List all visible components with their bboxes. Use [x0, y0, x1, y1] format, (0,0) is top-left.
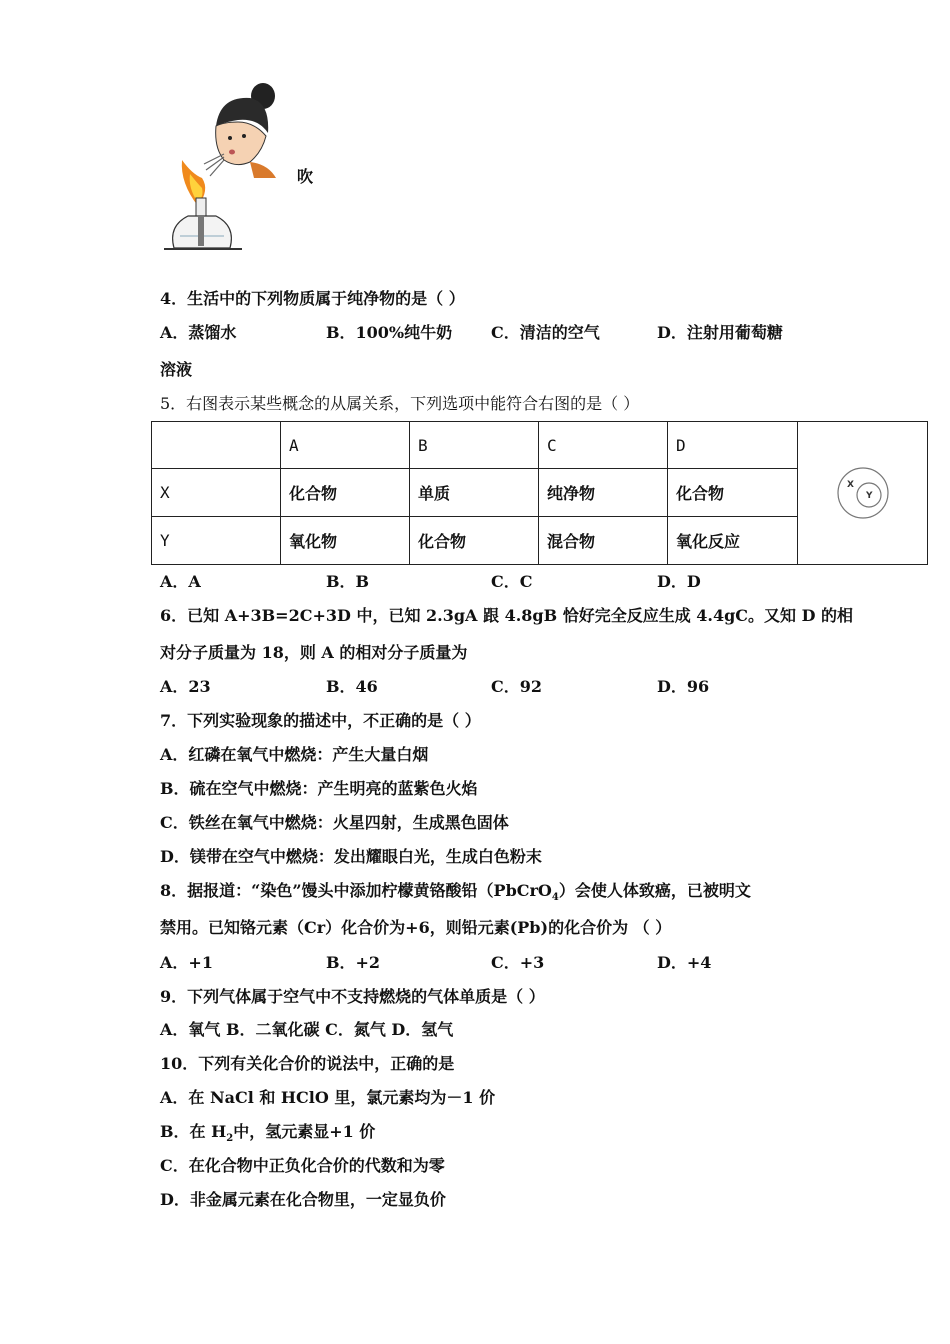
concept-table: [151, 421, 928, 565]
table-cell-y-b: 化合物: [410, 517, 539, 565]
table-header-d: D: [668, 422, 798, 469]
q9-stem: 9．下列气体属于空气中不支持燃烧的气体单质是（ ）: [160, 987, 545, 1006]
table-header-b: B: [410, 422, 539, 469]
q8-stem-line1: [160, 878, 751, 903]
q8-line1-part1: 8．据报道：“染色”馒头中添加柠檬黄铬酸铅（PbCrO: [160, 881, 552, 900]
table-cell-y-c: 混合物: [539, 517, 668, 565]
blowing-lamp-illustration: [158, 78, 283, 253]
q5-option-b: B．B: [326, 572, 370, 591]
q4-option-b: B．100%纯牛奶: [326, 323, 453, 342]
diagram-label-y: Y: [865, 491, 873, 501]
table-cell-x-b: 单质: [410, 469, 539, 517]
q9-options: A．氧气 B．二氧化碳 C．氮气 D．氢气: [160, 1020, 454, 1039]
table-row-y-label: Y: [152, 517, 281, 565]
diagram-label-x: X: [846, 480, 854, 490]
q7-option-b: B．硫在空气中燃烧：产生明亮的蓝紫色火焰: [160, 779, 478, 798]
q7-option-a: A．红磷在氧气中燃烧：产生大量白烟: [160, 745, 429, 764]
table-cell-y-a: 氧化物: [281, 517, 410, 565]
q10-option-d: D．非金属元素在化合物里，一定显负价: [160, 1190, 446, 1209]
q6-option-b: B．46: [326, 677, 378, 696]
q6-stem-line2: 对分子质量为 18，则 A 的相对分子质量为: [160, 643, 468, 662]
q5-option-a: A．A: [160, 572, 201, 591]
q8-option-c: C．+3: [491, 953, 545, 972]
q6-stem-line1: 6．已知 A+3B=2C+3D 中，已知 2.3gA 跟 4.8gB 恰好完全反应生成 4.4gC。又知 D 的相: [160, 606, 854, 625]
q7-option-d: D．镁带在空气中燃烧：发出耀眼白光，生成白色粉末: [160, 847, 542, 866]
q10-stem: 10．下列有关化合价的说法中，正确的是: [160, 1054, 455, 1073]
q5-option-d: D．D: [657, 572, 701, 591]
table-header-empty: [152, 422, 281, 469]
q6-option-c: C．92: [491, 677, 543, 696]
table-header-c: C: [539, 422, 668, 469]
table-header-a: A: [281, 422, 410, 469]
q10-option-b: [160, 1119, 375, 1144]
nested-circle-diagram: [833, 463, 893, 523]
table-row-x-label: X: [152, 469, 281, 517]
q10-optb-subscript: 2: [226, 1133, 234, 1145]
q8-option-d: D．+4: [657, 953, 712, 972]
q10-optb-part1: B．在 H: [160, 1122, 227, 1141]
q6-option-a: A．23: [160, 677, 211, 696]
q8-option-b: B．+2: [326, 953, 381, 972]
table-cell-x-d: 化合物: [668, 469, 798, 517]
q4-continuation: 溶液: [160, 360, 193, 379]
q10-option-a: A．在 NaCl 和 HClO 里，氯元素均为－1 价: [160, 1088, 496, 1107]
q7-stem: 7．下列实验现象的描述中，不正确的是（ ）: [160, 711, 481, 730]
table-cell-x-c: 纯净物: [539, 469, 668, 517]
q4-option-a: A．蒸馏水: [160, 323, 237, 342]
q5-option-c: C．C: [491, 572, 533, 591]
q7-option-c: C．铁丝在氧气中燃烧：火星四射，生成黑色固体: [160, 813, 509, 832]
table-cell-y-d: 氧化反应: [668, 517, 798, 565]
q8-option-a: A．+1: [160, 953, 213, 972]
table-cell-x-a: 化合物: [281, 469, 410, 517]
q8-line1-part2: ）会使人体致癌，已被明文: [558, 881, 751, 900]
q10-optb-part2: 中，氢元素显+1 价: [233, 1122, 376, 1141]
q5-stem: 5．右图表示某些概念的从属关系，下列选项中能符合右图的是（ ）: [160, 394, 640, 413]
q4-option-d: D．注射用葡萄糖: [657, 323, 783, 342]
q8-stem-line2: 禁用。已知铬元素（Cr）化合价为+6，则铅元素(Pb)的化合价为 （ ）: [160, 918, 672, 937]
q8-subscript: 4: [551, 892, 559, 904]
q6-option-d: D．96: [657, 677, 710, 696]
q10-option-c: C．在化合物中正负化合价的代数和为零: [160, 1156, 445, 1175]
nested-circle-diagram-cell: [798, 422, 928, 565]
q4-option-c: C．清洁的空气: [491, 323, 600, 342]
blow-label: 吹: [297, 167, 314, 186]
q4-stem: 4．生活中的下列物质属于纯净物的是（ ）: [160, 289, 465, 308]
